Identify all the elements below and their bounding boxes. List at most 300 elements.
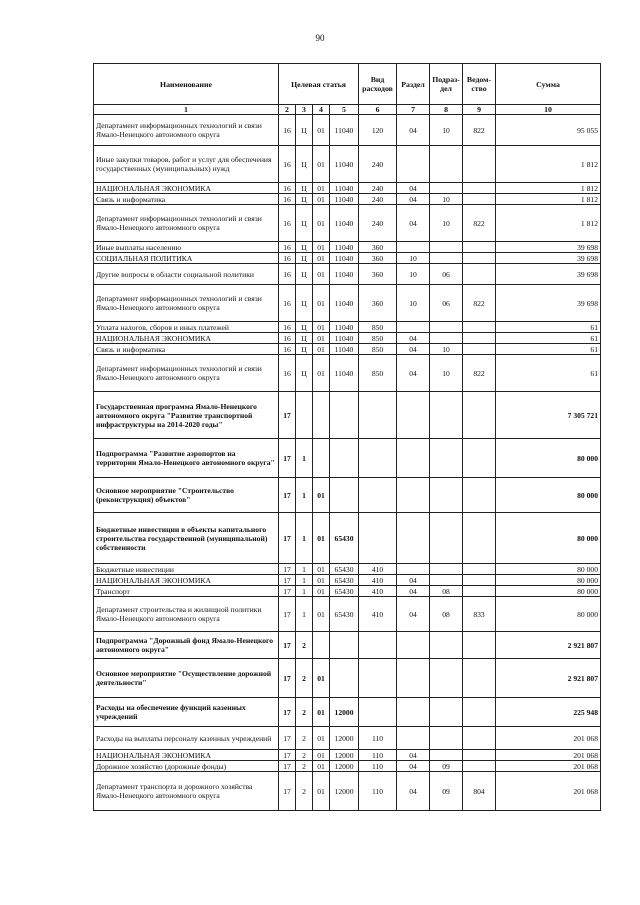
table-row bbox=[94, 659, 601, 698]
target-code-cell: 12000 bbox=[330, 750, 359, 761]
expense-type-cell: 110 bbox=[359, 772, 397, 811]
table-row bbox=[94, 194, 601, 205]
target-subprogram-cell: 1 bbox=[296, 597, 313, 632]
subsection-cell: 06 bbox=[430, 285, 463, 322]
amount-cell: 80 000 bbox=[496, 513, 601, 564]
table-row bbox=[94, 146, 601, 183]
column-number: 9 bbox=[463, 105, 496, 115]
target-event-cell: 01 bbox=[313, 344, 330, 355]
row-name-cell: Департамент информационных технологий и связи Ямало-Ненецкого автономного округа bbox=[94, 205, 279, 242]
target-program-cell: 16 bbox=[279, 333, 296, 344]
target-event-cell: 01 bbox=[313, 597, 330, 632]
target-subprogram-cell: Ц bbox=[296, 115, 313, 146]
subsection-cell bbox=[430, 439, 463, 478]
target-program-cell: 16 bbox=[279, 344, 296, 355]
target-code-cell bbox=[330, 439, 359, 478]
subsection-cell: 08 bbox=[430, 586, 463, 597]
row-name-cell: Иные выплаты населению bbox=[94, 242, 279, 253]
table-row bbox=[94, 586, 601, 597]
amount-cell: 1 812 bbox=[496, 205, 601, 242]
row-name-cell: Связь и информатика bbox=[94, 194, 279, 205]
subsection-cell: 10 bbox=[430, 205, 463, 242]
target-event-cell: 01 bbox=[313, 183, 330, 194]
header-expense-type: Вид расходов bbox=[359, 64, 397, 105]
amount-cell: 80 000 bbox=[496, 439, 601, 478]
target-subprogram-cell: Ц bbox=[296, 253, 313, 264]
row-name-cell: Транспорт bbox=[94, 586, 279, 597]
header-target: Целевая статья bbox=[279, 64, 359, 105]
table-row bbox=[94, 597, 601, 632]
row-name-cell: Бюджетные инвестиции в объекты капитального строительства государственной (муниципальной) собственности bbox=[94, 513, 279, 564]
target-program-cell: 17 bbox=[279, 727, 296, 750]
subsection-cell bbox=[430, 564, 463, 575]
table-row bbox=[94, 727, 601, 750]
amount-cell: 80 000 bbox=[496, 478, 601, 513]
subsection-cell bbox=[430, 632, 463, 659]
target-event-cell: 01 bbox=[313, 659, 330, 698]
subsection-cell bbox=[430, 242, 463, 253]
amount-cell: 7 305 721 bbox=[496, 392, 601, 439]
target-event-cell: 01 bbox=[313, 285, 330, 322]
target-code-cell: 12000 bbox=[330, 761, 359, 772]
section-cell bbox=[397, 392, 430, 439]
target-subprogram-cell: Ц bbox=[296, 285, 313, 322]
expense-type-cell bbox=[359, 632, 397, 659]
row-name-cell: Департамент информационных технологий и связи Ямало-Ненецкого автономного округа bbox=[94, 285, 279, 322]
expense-type-cell: 850 bbox=[359, 322, 397, 333]
row-name-cell: Государственная программа Ямало-Ненецкого автономного округа "Развитие транспортной инфраструктуры на 2014-2020 годы" bbox=[94, 392, 279, 439]
table-row bbox=[94, 344, 601, 355]
table-row bbox=[94, 322, 601, 333]
target-subprogram-cell: 2 bbox=[296, 698, 313, 727]
target-program-cell: 17 bbox=[279, 513, 296, 564]
target-program-cell: 16 bbox=[279, 146, 296, 183]
row-name-cell: Дорожное хозяйство (дорожные фонды) bbox=[94, 761, 279, 772]
subsection-cell: 08 bbox=[430, 597, 463, 632]
target-program-cell: 17 bbox=[279, 632, 296, 659]
amount-cell: 1 812 bbox=[496, 146, 601, 183]
target-code-cell: 11040 bbox=[330, 355, 359, 392]
target-event-cell: 01 bbox=[313, 253, 330, 264]
table-row bbox=[94, 439, 601, 478]
section-cell: 04 bbox=[397, 772, 430, 811]
header-subsection: Подраз-дел bbox=[430, 64, 463, 105]
section-cell bbox=[397, 513, 430, 564]
table-row bbox=[94, 698, 601, 727]
target-event-cell bbox=[313, 632, 330, 659]
table-row bbox=[94, 333, 601, 344]
target-program-cell: 17 bbox=[279, 392, 296, 439]
target-program-cell: 16 bbox=[279, 242, 296, 253]
expense-type-cell: 120 bbox=[359, 115, 397, 146]
expense-type-cell: 240 bbox=[359, 146, 397, 183]
amount-cell: 201 068 bbox=[496, 761, 601, 772]
target-event-cell: 01 bbox=[313, 564, 330, 575]
target-subprogram-cell: Ц bbox=[296, 205, 313, 242]
section-cell bbox=[397, 698, 430, 727]
expense-type-cell: 240 bbox=[359, 205, 397, 242]
expense-type-cell: 360 bbox=[359, 242, 397, 253]
target-event-cell: 01 bbox=[313, 194, 330, 205]
section-cell: 10 bbox=[397, 264, 430, 285]
amount-cell: 201 068 bbox=[496, 750, 601, 761]
table-row bbox=[94, 115, 601, 146]
target-subprogram-cell bbox=[296, 392, 313, 439]
target-code-cell: 65430 bbox=[330, 575, 359, 586]
amount-cell: 1 812 bbox=[496, 194, 601, 205]
target-code-cell: 11040 bbox=[330, 183, 359, 194]
row-name-cell: Бюджетные инвестиции bbox=[94, 564, 279, 575]
column-number: 1 bbox=[94, 105, 279, 115]
table-row bbox=[94, 205, 601, 242]
department-code-cell: 822 bbox=[463, 285, 496, 322]
row-name-cell: Расходы на выплаты персоналу казенных учреждений bbox=[94, 727, 279, 750]
target-event-cell: 01 bbox=[313, 750, 330, 761]
subsection-cell bbox=[430, 146, 463, 183]
target-code-cell bbox=[330, 659, 359, 698]
target-program-cell: 16 bbox=[279, 355, 296, 392]
target-program-cell: 16 bbox=[279, 285, 296, 322]
column-number: 10 bbox=[496, 105, 601, 115]
amount-cell: 2 921 807 bbox=[496, 632, 601, 659]
expense-type-cell bbox=[359, 392, 397, 439]
amount-cell: 1 812 bbox=[496, 183, 601, 194]
target-subprogram-cell: Ц bbox=[296, 194, 313, 205]
subsection-cell bbox=[430, 478, 463, 513]
target-program-cell: 17 bbox=[279, 575, 296, 586]
section-cell: 10 bbox=[397, 285, 430, 322]
target-program-cell: 17 bbox=[279, 564, 296, 575]
expense-type-cell: 360 bbox=[359, 253, 397, 264]
subsection-cell bbox=[430, 659, 463, 698]
section-cell: 04 bbox=[397, 194, 430, 205]
subsection-cell bbox=[430, 253, 463, 264]
department-code-cell bbox=[463, 750, 496, 761]
table-body bbox=[94, 115, 601, 811]
expense-type-cell bbox=[359, 513, 397, 564]
target-program-cell: 17 bbox=[279, 761, 296, 772]
section-cell bbox=[397, 478, 430, 513]
target-event-cell: 01 bbox=[313, 761, 330, 772]
row-name-cell: Связь и информатика bbox=[94, 344, 279, 355]
section-cell bbox=[397, 322, 430, 333]
target-event-cell: 01 bbox=[313, 115, 330, 146]
subsection-cell: 09 bbox=[430, 761, 463, 772]
target-subprogram-cell: 2 bbox=[296, 772, 313, 811]
target-code-cell: 12000 bbox=[330, 772, 359, 811]
amount-cell: 225 948 bbox=[496, 698, 601, 727]
target-event-cell: 01 bbox=[313, 264, 330, 285]
target-code-cell bbox=[330, 632, 359, 659]
department-code-cell: 804 bbox=[463, 772, 496, 811]
target-code-cell: 11040 bbox=[330, 115, 359, 146]
target-code-cell: 65430 bbox=[330, 597, 359, 632]
column-number: 8 bbox=[430, 105, 463, 115]
subsection-cell: 10 bbox=[430, 344, 463, 355]
subsection-cell: 09 bbox=[430, 772, 463, 811]
expense-type-cell bbox=[359, 439, 397, 478]
target-event-cell: 01 bbox=[313, 478, 330, 513]
target-program-cell: 16 bbox=[279, 322, 296, 333]
subsection-cell bbox=[430, 392, 463, 439]
target-subprogram-cell: Ц bbox=[296, 333, 313, 344]
table-row bbox=[94, 242, 601, 253]
subsection-cell bbox=[430, 513, 463, 564]
row-name-cell: НАЦИОНАЛЬНАЯ ЭКОНОМИКА bbox=[94, 333, 279, 344]
expense-type-cell: 110 bbox=[359, 761, 397, 772]
column-number: 3 bbox=[296, 105, 313, 115]
section-cell: 04 bbox=[397, 205, 430, 242]
amount-cell: 80 000 bbox=[496, 575, 601, 586]
row-name-cell: Уплата налогов, сборов и иных платежей bbox=[94, 322, 279, 333]
target-event-cell: 01 bbox=[313, 772, 330, 811]
department-code-cell bbox=[463, 478, 496, 513]
target-subprogram-cell: 2 bbox=[296, 750, 313, 761]
target-program-cell: 16 bbox=[279, 264, 296, 285]
expense-type-cell: 360 bbox=[359, 285, 397, 322]
subsection-cell bbox=[430, 183, 463, 194]
table-row bbox=[94, 392, 601, 439]
row-name-cell: НАЦИОНАЛЬНАЯ ЭКОНОМИКА bbox=[94, 750, 279, 761]
target-code-cell bbox=[330, 478, 359, 513]
department-code-cell: 822 bbox=[463, 355, 496, 392]
section-cell: 04 bbox=[397, 586, 430, 597]
target-program-cell: 17 bbox=[279, 597, 296, 632]
section-cell: 04 bbox=[397, 761, 430, 772]
target-program-cell: 16 bbox=[279, 205, 296, 242]
expense-type-cell: 410 bbox=[359, 586, 397, 597]
target-subprogram-cell: Ц bbox=[296, 242, 313, 253]
row-name-cell: Департамент строительства и жилищной политики Ямало-Ненецкого автономного округа bbox=[94, 597, 279, 632]
amount-cell: 80 000 bbox=[496, 564, 601, 575]
table-row bbox=[94, 355, 601, 392]
target-program-cell: 17 bbox=[279, 586, 296, 597]
section-cell bbox=[397, 727, 430, 750]
section-cell bbox=[397, 564, 430, 575]
target-program-cell: 16 bbox=[279, 253, 296, 264]
subsection-cell bbox=[430, 750, 463, 761]
subsection-cell bbox=[430, 322, 463, 333]
expense-type-cell bbox=[359, 478, 397, 513]
target-program-cell: 17 bbox=[279, 698, 296, 727]
target-event-cell: 01 bbox=[313, 727, 330, 750]
subsection-cell bbox=[430, 698, 463, 727]
target-event-cell: 01 bbox=[313, 355, 330, 392]
target-subprogram-cell: 1 bbox=[296, 439, 313, 478]
table-row bbox=[94, 253, 601, 264]
department-code-cell bbox=[463, 632, 496, 659]
target-program-cell: 17 bbox=[279, 478, 296, 513]
target-subprogram-cell: 2 bbox=[296, 761, 313, 772]
section-cell bbox=[397, 242, 430, 253]
amount-cell: 39 698 bbox=[496, 264, 601, 285]
target-code-cell: 11040 bbox=[330, 242, 359, 253]
row-name-cell: Департамент информационных технологий и связи Ямало-Ненецкого автономного округа bbox=[94, 115, 279, 146]
department-code-cell bbox=[463, 146, 496, 183]
target-program-cell: 16 bbox=[279, 183, 296, 194]
target-code-cell: 11040 bbox=[330, 253, 359, 264]
department-code-cell bbox=[463, 761, 496, 772]
section-cell: 04 bbox=[397, 750, 430, 761]
subsection-cell: 10 bbox=[430, 115, 463, 146]
row-name-cell: Департамент информационных технологий и связи Ямало-Ненецкого автономного округа bbox=[94, 355, 279, 392]
section-cell bbox=[397, 439, 430, 478]
section-cell: 04 bbox=[397, 115, 430, 146]
department-code-cell: 833 bbox=[463, 597, 496, 632]
expense-type-cell: 110 bbox=[359, 750, 397, 761]
target-event-cell: 01 bbox=[313, 322, 330, 333]
target-code-cell bbox=[330, 392, 359, 439]
amount-cell: 61 bbox=[496, 322, 601, 333]
expense-type-cell: 410 bbox=[359, 564, 397, 575]
department-code-cell bbox=[463, 392, 496, 439]
expense-type-cell: 850 bbox=[359, 333, 397, 344]
department-code-cell bbox=[463, 659, 496, 698]
target-subprogram-cell: 2 bbox=[296, 727, 313, 750]
page-number: 90 bbox=[315, 33, 325, 43]
amount-cell: 95 055 bbox=[496, 115, 601, 146]
expense-type-cell: 850 bbox=[359, 355, 397, 392]
header-amount: Сумма bbox=[496, 64, 601, 105]
table-row bbox=[94, 478, 601, 513]
row-name-cell: Подпрограмма "Развитие аэропортов на территории Ямало-Ненецкого автономного округа" bbox=[94, 439, 279, 478]
target-event-cell: 01 bbox=[313, 146, 330, 183]
expense-type-cell bbox=[359, 698, 397, 727]
column-number-row bbox=[94, 105, 601, 115]
target-subprogram-cell: Ц bbox=[296, 264, 313, 285]
target-program-cell: 17 bbox=[279, 439, 296, 478]
amount-cell: 61 bbox=[496, 333, 601, 344]
header-section: Раздел bbox=[397, 64, 430, 105]
table-row bbox=[94, 761, 601, 772]
target-event-cell: 01 bbox=[313, 586, 330, 597]
target-subprogram-cell: Ц bbox=[296, 355, 313, 392]
section-cell: 04 bbox=[397, 183, 430, 194]
target-program-cell: 16 bbox=[279, 115, 296, 146]
expense-type-cell: 360 bbox=[359, 264, 397, 285]
section-cell bbox=[397, 146, 430, 183]
target-subprogram-cell: Ц bbox=[296, 183, 313, 194]
amount-cell: 61 bbox=[496, 344, 601, 355]
target-subprogram-cell: 2 bbox=[296, 632, 313, 659]
amount-cell: 2 921 807 bbox=[496, 659, 601, 698]
target-code-cell: 11040 bbox=[330, 194, 359, 205]
target-code-cell: 11040 bbox=[330, 264, 359, 285]
target-event-cell: 01 bbox=[313, 575, 330, 586]
target-subprogram-cell: 1 bbox=[296, 586, 313, 597]
column-number: 4 bbox=[313, 105, 330, 115]
column-number: 2 bbox=[279, 105, 296, 115]
table-row bbox=[94, 285, 601, 322]
column-number: 5 bbox=[330, 105, 359, 115]
target-event-cell: 01 bbox=[313, 333, 330, 344]
row-name-cell: Основное мероприятие "Строительство (реконструкция) объектов" bbox=[94, 478, 279, 513]
table-header-row bbox=[94, 64, 601, 105]
section-cell: 04 bbox=[397, 333, 430, 344]
row-name-cell: Подпрограмма "Дорожный фонд Ямало-Ненецкого автономного округа" bbox=[94, 632, 279, 659]
target-program-cell: 17 bbox=[279, 659, 296, 698]
department-code-cell bbox=[463, 242, 496, 253]
subsection-cell bbox=[430, 575, 463, 586]
amount-cell: 61 bbox=[496, 355, 601, 392]
section-cell bbox=[397, 632, 430, 659]
target-code-cell: 11040 bbox=[330, 146, 359, 183]
budget-table bbox=[93, 63, 601, 811]
target-code-cell: 11040 bbox=[330, 285, 359, 322]
target-subprogram-cell: Ц bbox=[296, 322, 313, 333]
amount-cell: 39 698 bbox=[496, 242, 601, 253]
section-cell: 04 bbox=[397, 597, 430, 632]
department-code-cell bbox=[463, 333, 496, 344]
target-subprogram-cell: 2 bbox=[296, 659, 313, 698]
table-row bbox=[94, 513, 601, 564]
amount-cell: 39 698 bbox=[496, 285, 601, 322]
target-event-cell bbox=[313, 392, 330, 439]
expense-type-cell: 410 bbox=[359, 575, 397, 586]
target-event-cell: 01 bbox=[313, 242, 330, 253]
department-code-cell: 822 bbox=[463, 205, 496, 242]
department-code-cell bbox=[463, 564, 496, 575]
expense-type-cell: 240 bbox=[359, 183, 397, 194]
header-department: Ведом-ство bbox=[463, 64, 496, 105]
expense-type-cell bbox=[359, 659, 397, 698]
column-number: 7 bbox=[397, 105, 430, 115]
target-event-cell bbox=[313, 439, 330, 478]
table-row bbox=[94, 264, 601, 285]
target-subprogram-cell: 1 bbox=[296, 513, 313, 564]
expense-type-cell: 850 bbox=[359, 344, 397, 355]
target-program-cell: 16 bbox=[279, 194, 296, 205]
department-code-cell bbox=[463, 586, 496, 597]
department-code-cell bbox=[463, 575, 496, 586]
table-row bbox=[94, 772, 601, 811]
table-row bbox=[94, 575, 601, 586]
target-code-cell: 11040 bbox=[330, 344, 359, 355]
target-event-cell: 01 bbox=[313, 698, 330, 727]
department-code-cell bbox=[463, 322, 496, 333]
section-cell: 10 bbox=[397, 253, 430, 264]
target-program-cell: 17 bbox=[279, 750, 296, 761]
department-code-cell bbox=[463, 513, 496, 564]
amount-cell: 80 000 bbox=[496, 586, 601, 597]
header-name: Наименование bbox=[94, 64, 279, 105]
target-code-cell: 12000 bbox=[330, 698, 359, 727]
target-code-cell: 11040 bbox=[330, 333, 359, 344]
row-name-cell: СОЦИАЛЬНАЯ ПОЛИТИКА bbox=[94, 253, 279, 264]
row-name-cell: НАЦИОНАЛЬНАЯ ЭКОНОМИКА bbox=[94, 183, 279, 194]
section-cell: 04 bbox=[397, 355, 430, 392]
department-code-cell bbox=[463, 727, 496, 750]
target-subprogram-cell: Ц bbox=[296, 146, 313, 183]
target-code-cell: 12000 bbox=[330, 727, 359, 750]
department-code-cell bbox=[463, 194, 496, 205]
target-code-cell: 11040 bbox=[330, 322, 359, 333]
department-code-cell bbox=[463, 698, 496, 727]
amount-cell: 39 698 bbox=[496, 253, 601, 264]
target-subprogram-cell: 1 bbox=[296, 478, 313, 513]
target-code-cell: 11040 bbox=[330, 205, 359, 242]
amount-cell: 201 068 bbox=[496, 772, 601, 811]
table-row bbox=[94, 564, 601, 575]
department-code-cell bbox=[463, 344, 496, 355]
department-code-cell bbox=[463, 264, 496, 285]
subsection-cell bbox=[430, 727, 463, 750]
amount-cell: 80 000 bbox=[496, 597, 601, 632]
expense-type-cell: 240 bbox=[359, 194, 397, 205]
subsection-cell bbox=[430, 333, 463, 344]
table-row bbox=[94, 750, 601, 761]
section-cell: 04 bbox=[397, 344, 430, 355]
